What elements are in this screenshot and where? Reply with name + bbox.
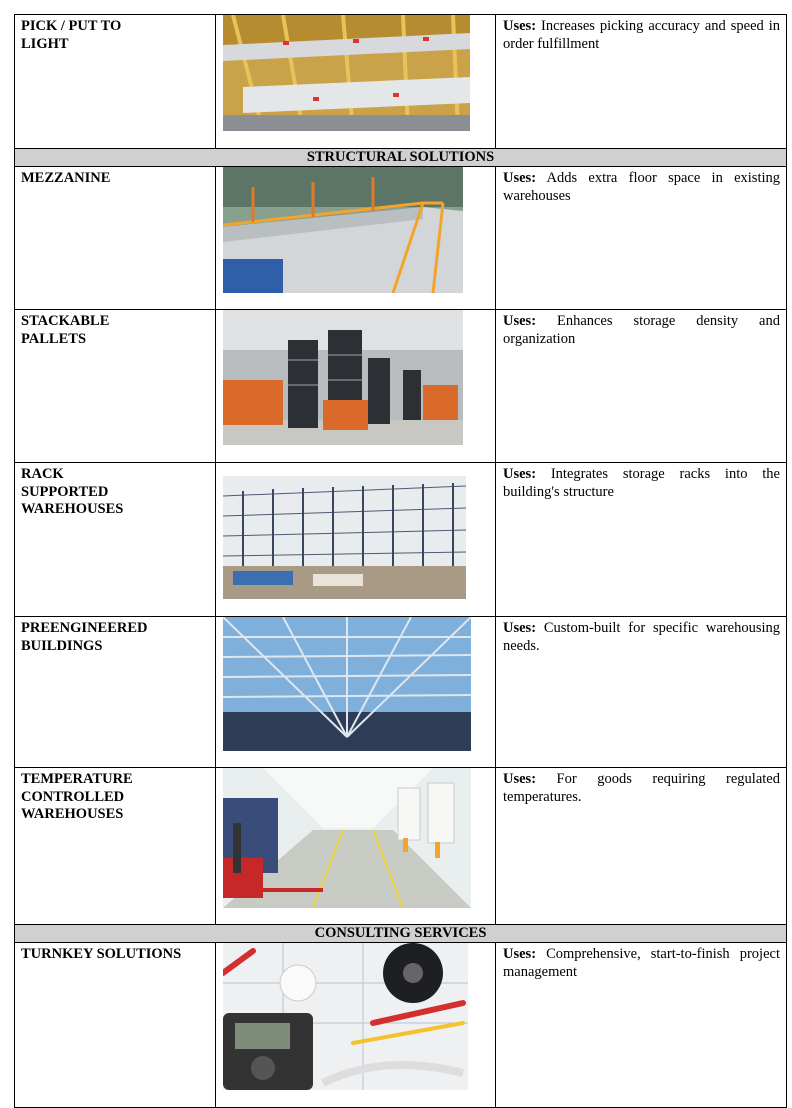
uses-text: Integrates storage racks into the building's structure: [503, 466, 780, 500]
table-row: [15, 463, 787, 617]
uses-text: Adds extra floor space in existing warehouses: [503, 170, 780, 204]
table-row: [15, 617, 787, 768]
table-row: [15, 167, 787, 310]
table-row: [15, 943, 787, 1108]
temperature-controlled-warehouse-photo: [223, 768, 471, 908]
uses-text: Custom-built for specific warehousing needs.: [503, 620, 780, 654]
mezzanine-photo: [223, 167, 463, 293]
uses-text: Enhances storage density and organization: [503, 313, 780, 347]
pick-to-light-shelving-photo: [223, 15, 470, 131]
uses-label: Uses:: [503, 620, 537, 636]
uses-text: Comprehensive, start-to-finish project management: [503, 946, 780, 980]
solution-name: MEZZANINE: [15, 167, 216, 310]
solution-name: TURNKEY SOLUTIONS: [15, 943, 216, 1108]
uses-label: Uses:: [503, 18, 537, 34]
solution-name: STACKABLE PALLETS: [15, 310, 216, 463]
uses-text: Increases picking accuracy and speed in order fulfillment: [503, 18, 780, 52]
section-title: STRUCTURAL SOLUTIONS: [15, 149, 787, 167]
uses-label: Uses:: [503, 313, 537, 329]
stackable-pallets-photo: [223, 310, 463, 445]
uses-label: Uses:: [503, 771, 537, 787]
solution-name: PREENGINEERED BUILDINGS: [15, 617, 216, 768]
uses-label: Uses:: [503, 946, 537, 962]
section-title: CONSULTING SERVICES: [15, 925, 787, 943]
table-row: [15, 310, 787, 463]
section-header: [15, 925, 787, 943]
uses-label: Uses:: [503, 170, 537, 186]
solution-name: PICK / PUT TO LIGHT: [15, 15, 216, 149]
table-row: [15, 15, 787, 149]
turnkey-tools-photo: [223, 943, 468, 1090]
uses-label: Uses:: [503, 466, 537, 482]
section-header: [15, 149, 787, 167]
solution-name: RACK SUPPORTED WAREHOUSES: [15, 463, 216, 617]
solutions-table: [14, 14, 787, 1108]
solution-name: TEMPERATURE CONTROLLED WAREHOUSES: [15, 768, 216, 925]
preengineered-building-photo: [223, 617, 471, 751]
table-row: [15, 768, 787, 925]
rack-supported-warehouse-photo: [223, 476, 466, 599]
uses-text: For goods requiring regulated temperatures.: [503, 771, 780, 805]
